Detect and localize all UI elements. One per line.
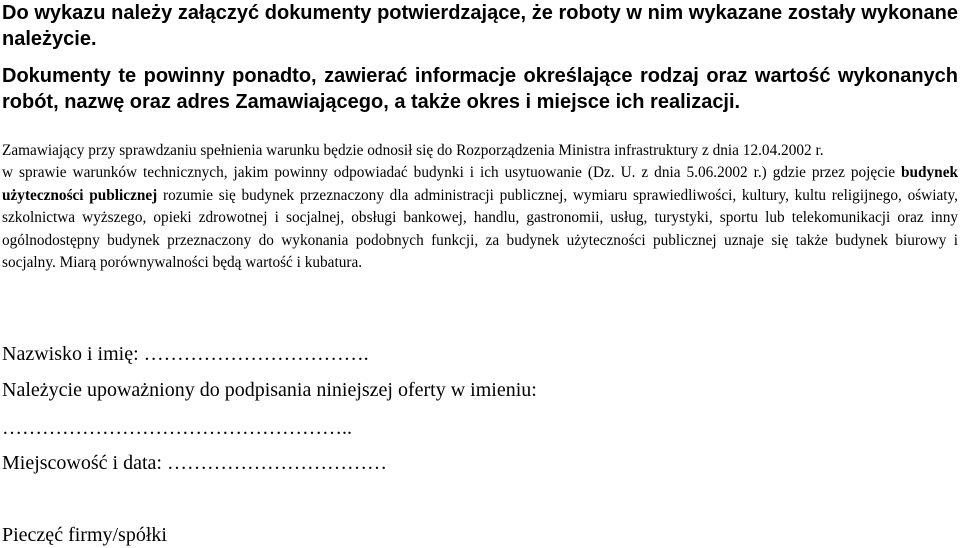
place-date-line: Miejscowość i data: ……………………………	[2, 452, 387, 474]
paragraph-regulation-reference: Zamawiający przy sprawdzaniu spełnienia warunku będzie odnosił się do Rozporządzenia Ministra infrastruktury z dnia 12.04.2002 r.	[2, 142, 824, 159]
company-stamp-label: Pieczęć firmy/spółki	[2, 524, 167, 546]
paragraph-document-contents: Dokumenty te powinny ponadto, zawierać informacje określające rodzaj oraz wartość wykonanych robót, nazwę oraz adres Zamawiającego, a także okres i miejsce ich realizacji.	[2, 65, 958, 113]
paragraph-attachment-requirement: Do wykazu należy załączyć dokumenty potwierdzające, że roboty w nim wykazane zostały wykonane należycie.	[2, 2, 958, 50]
definition-text-end: rozumie się budynek przeznaczony dla administracji publicznej, wymiaru sprawiedliwości, kultury, kultu religijnego, oświaty, szkolnictwa wyższego, opieki zdrowotnej i socjalnej, obsługi bankowej, handlu, gastronomii, usług, turystyki, sportu lub telekomunikacji oraz inny ogólnodostępny budynek przeznaczony do wykonania podobnych funkcji, za budynek użyteczności publicznej uznaje się także budynek biurowy i socjalny. Miarą porównywalności będą wartość i kubatura.	[2, 186, 958, 271]
name-field-line: Nazwisko i imię: …………………………….	[2, 343, 369, 365]
authorized-person-line: Należycie upoważniony do podpisania niniejszej oferty w imieniu:	[2, 379, 537, 401]
definition-term: budynek użyteczności publicznej	[2, 164, 958, 204]
authorized-dots-line: ……………………………………………..	[2, 417, 352, 439]
document-page	[2, 0, 958, 548]
definition-text-start: w sprawie warunków technicznych, jakim powinny odpowiadać budynki i ich usytuowanie (Dz. U. z dnia 5.06.2002 r.) gdzie przez pojęcie	[2, 164, 902, 181]
paragraph-public-building-definition	[2, 162, 958, 275]
